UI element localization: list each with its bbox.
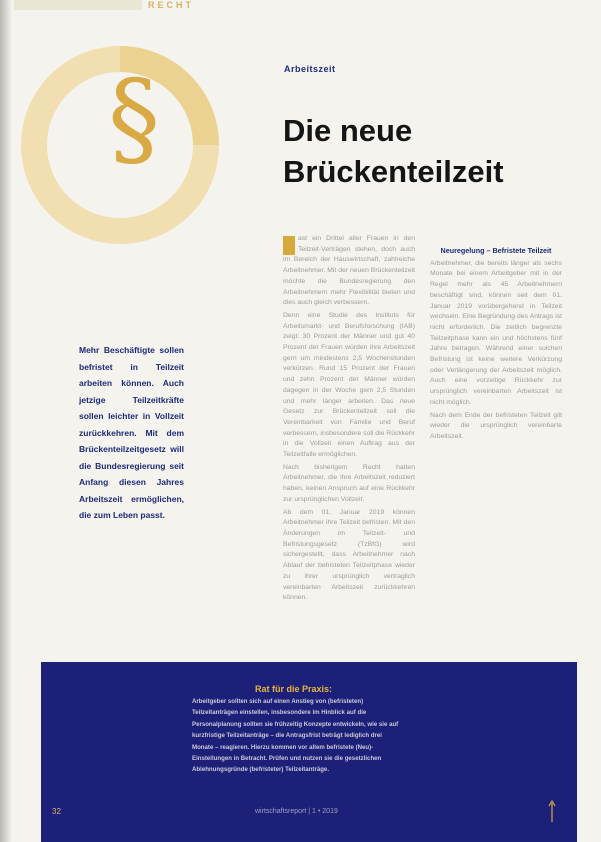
title-line-1: Die neue (283, 113, 413, 148)
paragraph: Arbeitnehmer, die bereits länger als sechs Monate bei einem Arbeitgeber mit in der Regel mehr als 45 Arbeitnehmern beschäftigt sind, können seit dem 01. Januar 2019 vorübergehend in Teilzeit wechseln. Eine Begründung des Antrags ist nicht erforderlich. Die zeitlich begrenzte Teilzeitphase kann ein und höchstens fünf Jahre betragen. Während einer solchen Befristung ist keine weitere Verkürzung oder Verlängerung der Arbeitszeit möglich. Auch eine vorzeitige Rückkehr zur ursprünglich vereinbarten Arbeitszeit ist nicht möglich. (430, 259, 562, 406)
scan-edge-shadow (0, 0, 12, 842)
article-title (283, 110, 504, 192)
up-arrow-icon (548, 800, 556, 822)
text-column-1 (283, 234, 415, 606)
paragraph: Denn eine Studie des Instituts für Arbeitsmarkt- und Berufsforschung (IAB) zeigt: 30 Prozent der Männer und gut 40 Prozent der Frauen würden ihre Arbeitszeit gern um mindestens 2,5 Wochenstunden verkürzen. Rund 15 Prozent der Frauen und zehn Prozent der Männer würden dagegen in der Woche gern 2,5 Stunden und mehr länger arbeiten. Das neue Gesetz zur Brückenteilzeit soll die Vereinbarkeit von Familie und Beruf verbessern, insbesondere soll die Rückkehr in die Vollzeit einen Auftrag aus der Teilzeitfalle ermöglichen. (283, 311, 415, 459)
article-kicker: Arbeitszeit (284, 64, 336, 74)
subheading: Neuregelung – Befristete Teilzeit (440, 246, 552, 255)
page-number: 32 (52, 807, 61, 816)
tip-box-text: Arbeitgeber sollten sich auf einen Anstieg von (befristeten) Teilzeitanträgen einstellen, insbesondere im Hinblick auf die Personalplanung sollten sie frühzeitig Konzepte entwickeln, wie sie auf kurzfristige Teilzeitanträge – die Antragsfrist beträgt lediglich drei Monate – reagieren. Hierzu kommen vor allem befristete (Neu)-Einstellungen in Betracht. Prüfen und nutzen sie die gesetzlichen Ablehnungsgründe (befristeter) Teilzeitanträge. (192, 698, 399, 774)
paragraph: Nach bisherigem Recht hatten Arbeitnehmer, die ihre Arbeitszeit reduziert haben, keinen Anspruch auf eine Rückkehr zur ursprünglichen Vollzeit. (283, 463, 415, 503)
drop-cap-f (283, 236, 295, 255)
text-column-2 (430, 234, 562, 445)
paragraph: Ab dem 01. Januar 2019 können Arbeitnehmer ihre Teilzeit befristen. Mit den Änderungen im Teilzeit- und Befristungsgesetz (TzBfG) wird sichergestellt, dass Arbeitnehmer nach Ablauf der befristeten Teilzeitphase wieder zu ihrer ursprünglich vertraglich vereinbarten Arbeitszeit zurückkehren können. (283, 508, 415, 602)
article-intro: Mehr Beschäftigte sollen befristet in Teilzeit arbeiten können. Auch jetzige Teilzeitkräfte sollen leichter in Vollzeit zurückkehren. Mit dem Brückenteilzeitgesetz will die Bundesregierung seit Anfang diesen Jahres Arbeitszeit ermöglichen, die zum Leben passt. (79, 345, 184, 520)
paragraph-sign-icon: § (108, 57, 160, 179)
title-line-2: Brückenteilzeit (283, 154, 504, 189)
section-label: RECHT (148, 0, 194, 10)
publication-footer: wirtschaftsreport | 1 • 2019 (255, 808, 338, 815)
paragraph: Nach dem Ende der befristeten Teilzeit gilt wieder die ursprünglich vereinbarte Arbeitszeit. (430, 411, 562, 440)
tip-box-title: Rat für die Praxis: (255, 684, 333, 694)
paragraph: ast ein Drittel aller Frauen in den Teilzeit-Verträgen stehen, doch auch im Bereich der Hauswirtschaft, zahlreiche Arbeitnehmer. Mit der neuen Brückenteilzeit möchte die Bundesregierung den Arbeitnehmern mehr Flexibilität bieten und dies auch gleich verbessern. (283, 235, 415, 307)
section-tab (14, 0, 142, 10)
